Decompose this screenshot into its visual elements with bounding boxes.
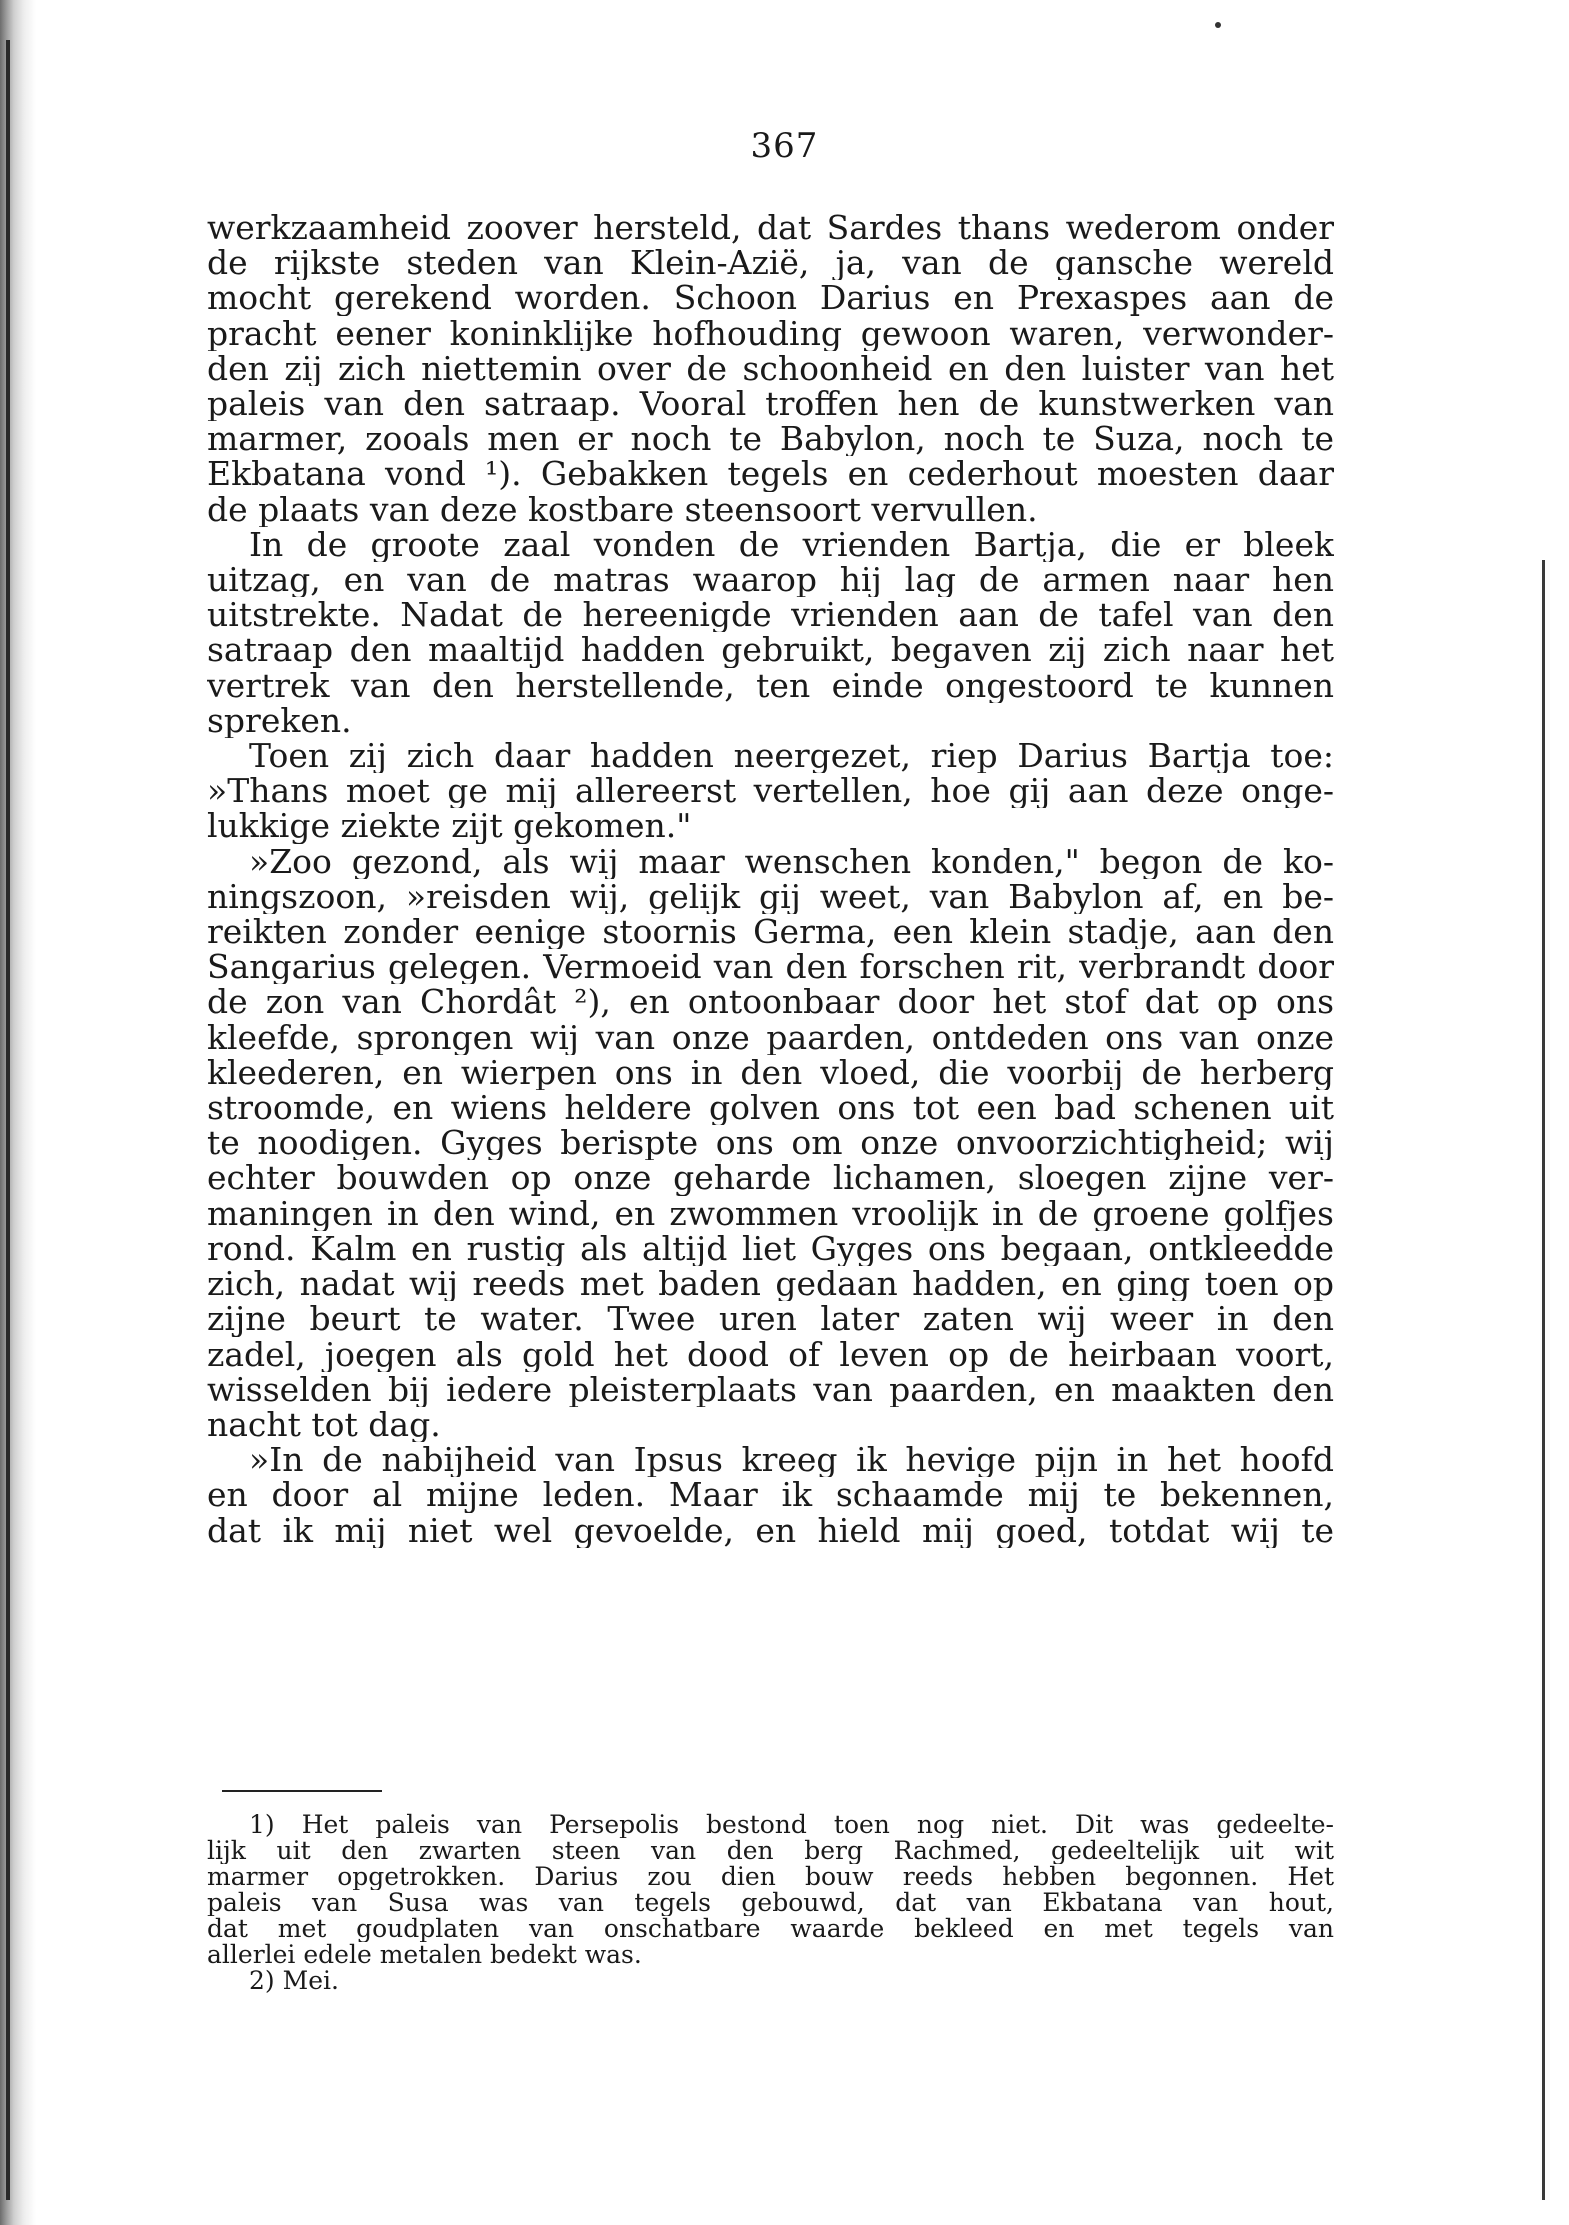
body-line: ningszoon, »reisden wij, gelijk gij weet, van Babylon af, en be- (207, 878, 1334, 915)
body-line: stroomde, en wiens heldere golven ons tot een bad schenen uit (207, 1090, 1334, 1126)
body-line: en door al mijne leden. Maar ik schaamde mij te bekennen, (207, 1477, 1334, 1513)
body-line: mocht gerekend worden. Schoon Darius en Prexaspes aan de (207, 280, 1334, 316)
body-line: pracht eener koninklijke hofhouding gewoon waren, verwonder- (207, 315, 1334, 351)
body-line: uitzag, en van de matras waarop hij lag de armen naar hen (207, 562, 1334, 598)
page-number: 367 (750, 126, 819, 166)
body-line: reikten zonder eenige stoornis Germa, een klein stadje, aan den (207, 914, 1334, 950)
body-line: vertrek van den herstellende, ten einde ongestoord te kunnen (207, 667, 1334, 703)
scan-speck (1215, 22, 1221, 28)
body-line: rond. Kalm en rustig als altijd liet Gyges ons begaan, ontkleedde (207, 1230, 1334, 1267)
footnotes (207, 1812, 1334, 1994)
body-line: lukkige ziekte zijt gekomen." (207, 808, 692, 844)
footnote-line: allerlei edele metalen bedekt was. (207, 1942, 642, 1968)
body-line: paleis van den satraap. Vooral troffen hen de kunstwerken van (207, 386, 1334, 422)
body-line: zijne beurt te water. Twee uren later zaten wij weer in den (207, 1301, 1334, 1337)
body-line: echter bouwden op onze geharde lichamen, sloegen zijne ver- (207, 1160, 1334, 1196)
body-line: maningen in den wind, en zwommen vroolijk in de groene golfjes (207, 1195, 1334, 1231)
body-line: werkzaamheid zoover hersteld, dat Sardes thans wederom onder (207, 210, 1334, 246)
body-line: Ekbatana vond ¹). Gebakken tegels en cederhout moesten daar (207, 456, 1334, 492)
body-line: Toen zij zich daar hadden neergezet, riep Darius Bartja toe: (249, 738, 1334, 774)
body-line: dat ik mij niet wel gevoelde, en hield mij goed, totdat wij te (207, 1512, 1334, 1548)
footnote-line: lijk uit den zwarten steen van den berg Rachmed, gedeeltelijk uit wit (207, 1838, 1334, 1864)
body-line: nacht tot dag. (207, 1406, 441, 1443)
body-text (207, 210, 1334, 1548)
body-line: kleederen, en wierpen ons in den vloed, die voorbij de herberg (207, 1054, 1334, 1091)
footnote-line: 2) Mei. (249, 1968, 339, 1994)
body-line: zadel, joegen als gold het dood of leven op de heirbaan voort, (207, 1336, 1334, 1372)
body-line: de rijkste steden van Klein-Azië, ja, van de gansche wereld (207, 245, 1334, 281)
footnote-line: paleis van Susa was van tegels gebouwd, dat van Ekbatana van hout, (207, 1890, 1334, 1916)
footnote-line: marmer opgetrokken. Darius zou dien bouw reeds hebben begonnen. Het (207, 1864, 1334, 1890)
body-line: kleefde, sprongen wij van onze paarden, ontdeden ons van onze (207, 1019, 1334, 1055)
binding-edge-line (6, 40, 10, 2200)
body-line: de plaats van deze kostbare steensoort vervullen. (207, 491, 1038, 527)
body-line: spreken. (207, 702, 352, 739)
body-line: de zon van Chordât ²), en ontoonbaar door het stof dat op ons (207, 984, 1334, 1020)
body-line: »In de nabijheid van Ipsus kreeg ik hevige pijn in het hoofd (249, 1442, 1334, 1478)
body-line: wisselden bij iedere pleisterplaats van paarden, en maakten den (207, 1371, 1334, 1407)
body-line: marmer, zooals men er noch te Babylon, noch te Suza, noch te (207, 421, 1334, 457)
body-line: »Thans moet ge mij allereerst vertellen, hoe gij aan deze onge- (207, 773, 1334, 809)
body-line: zich, nadat wij reeds met baden gedaan hadden, en ging toen op (207, 1266, 1334, 1302)
footnote-line: 1) Het paleis van Persepolis bestond toen nog niet. Dit was gedeelte- (249, 1812, 1334, 1838)
body-line: uitstrekte. Nadat de hereenigde vrienden aan de tafel van den (207, 597, 1334, 633)
footnote-rule (222, 1790, 382, 1792)
body-line: te noodigen. Gyges berispte ons om onze onvoorzichtigheid; wij (207, 1125, 1334, 1161)
body-line: satraap den maaltijd hadden gebruikt, begaven zij zich naar het (207, 632, 1334, 668)
body-line: In de groote zaal vonden de vrienden Bartja, die er bleek (249, 526, 1334, 563)
body-line: »Zoo gezond, als wij maar wenschen konden," begon de ko- (249, 843, 1334, 879)
body-line: Sangarius gelegen. Vermoeid van den forschen rit, verbrandt door (207, 949, 1334, 985)
footnote-line: dat met goudplaten van onschatbare waarde bekleed en met tegels van (207, 1916, 1334, 1942)
right-page-edge (1542, 560, 1545, 2200)
body-line: den zij zich niettemin over de schoonheid en den luister van het (207, 350, 1334, 387)
